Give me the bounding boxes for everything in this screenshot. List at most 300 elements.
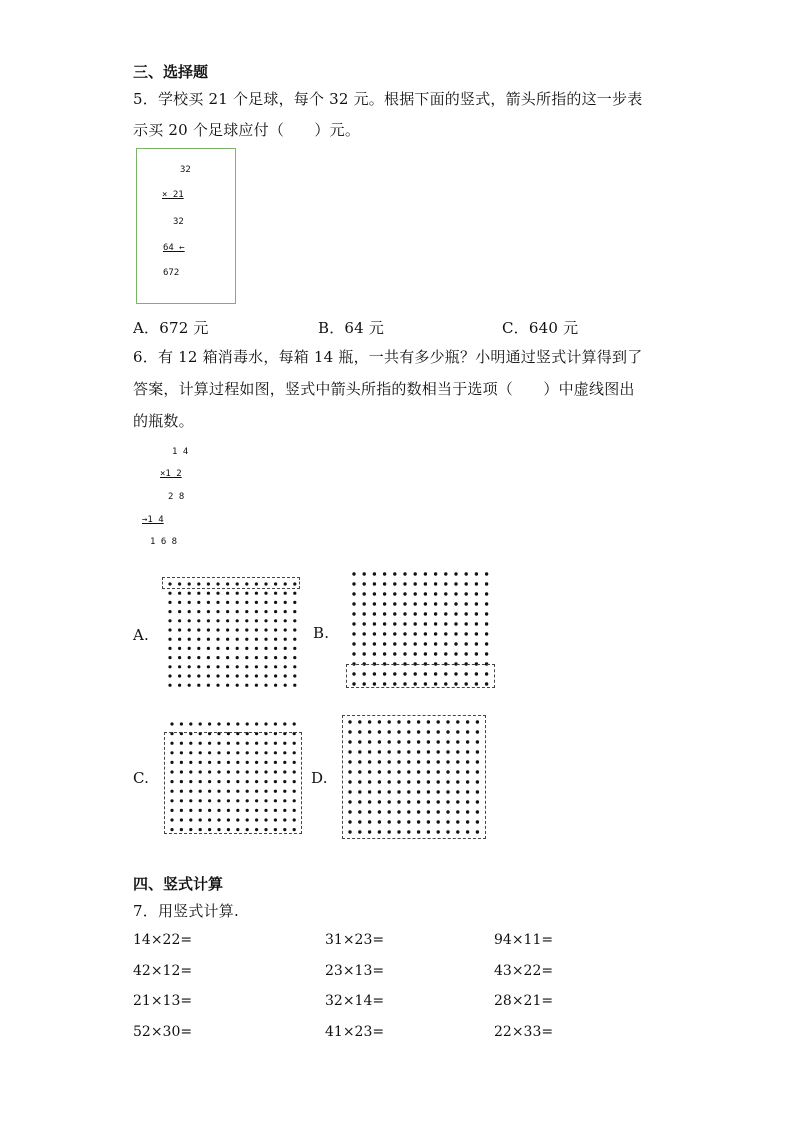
dot: [264, 665, 267, 668]
dot: [217, 722, 220, 725]
dot: [226, 638, 229, 641]
dot: [274, 665, 277, 668]
q6-line3: 的瓶数。: [133, 412, 194, 430]
dot: [236, 722, 239, 725]
option-a-dashed-outline: [162, 577, 300, 589]
option-a-dot-grid: [160, 576, 302, 694]
q6-line1: 6．有 12 箱消毒水，每箱 14 瓶，一共有多少瓶？小明通过竖式计算得到了: [133, 348, 643, 366]
dot: [403, 642, 406, 645]
dot: [216, 592, 219, 595]
dot: [383, 572, 386, 575]
dot: [188, 665, 191, 668]
dot: [284, 656, 287, 659]
dot: [226, 656, 229, 659]
section3-title: 三、选择题: [133, 63, 209, 81]
dot: [245, 638, 248, 641]
dot: [414, 602, 417, 605]
dot: [424, 592, 427, 595]
dot: [255, 647, 258, 650]
dot: [434, 592, 437, 595]
dot: [393, 652, 396, 655]
dot: [485, 602, 488, 605]
dot: [245, 656, 248, 659]
dot: [216, 610, 219, 613]
dot: [403, 612, 406, 615]
dot: [188, 592, 191, 595]
dot: [434, 572, 437, 575]
dot: [352, 652, 355, 655]
dot: [485, 652, 488, 655]
dot: [197, 592, 200, 595]
dot: [226, 610, 229, 613]
q5-option-b: B．64 元: [318, 319, 385, 337]
dot: [264, 610, 267, 613]
dot: [274, 647, 277, 650]
dot: [403, 652, 406, 655]
dot: [434, 642, 437, 645]
q5-line1: 5．学校买 21 个足球，每个 32 元。根据下面的竖式，箭头所指的这一步表: [133, 90, 643, 108]
dot: [178, 610, 181, 613]
dot: [393, 592, 396, 595]
dot: [414, 592, 417, 595]
dot: [444, 622, 447, 625]
dot: [403, 582, 406, 585]
dot: [475, 602, 478, 605]
dot: [393, 632, 396, 635]
dot: [475, 582, 478, 585]
dot: [178, 647, 181, 650]
dot: [475, 632, 478, 635]
calc-r2-c3: 43×22=: [494, 963, 554, 979]
dot: [236, 638, 239, 641]
dot: [245, 665, 248, 668]
dot: [168, 647, 171, 650]
dot: [393, 602, 396, 605]
dot: [363, 602, 366, 605]
dot: [236, 619, 239, 622]
dot: [454, 652, 457, 655]
dot: [255, 665, 258, 668]
dot: [245, 674, 248, 677]
dot: [245, 684, 248, 687]
dot: [226, 601, 229, 604]
dot: [168, 656, 171, 659]
q7-prompt: 7．用竖式计算.: [133, 902, 239, 920]
dot: [403, 592, 406, 595]
dot: [465, 582, 468, 585]
dot: [207, 592, 210, 595]
dot: [475, 592, 478, 595]
q5-line2: 示买 20 个足球应付（ ）元。: [133, 121, 361, 139]
dot: [226, 592, 229, 595]
dot: [363, 612, 366, 615]
dot: [178, 638, 181, 641]
dot: [373, 642, 376, 645]
dot: [178, 665, 181, 668]
q6-option-c-label: C.: [133, 769, 150, 787]
dot: [454, 612, 457, 615]
dot: [424, 652, 427, 655]
dot: [274, 638, 277, 641]
dot: [352, 592, 355, 595]
option-c-dashed-outline: [164, 732, 302, 834]
dot: [454, 622, 457, 625]
dot: [274, 619, 277, 622]
q5-option-a: A．672 元: [133, 319, 209, 337]
dot: [207, 656, 210, 659]
dot: [188, 619, 191, 622]
dot: [216, 684, 219, 687]
dot: [178, 619, 181, 622]
dot: [255, 684, 258, 687]
dot: [245, 619, 248, 622]
dot: [485, 612, 488, 615]
dot: [485, 642, 488, 645]
dot: [168, 628, 171, 631]
dot: [197, 628, 200, 631]
dot: [255, 601, 258, 604]
dot: [226, 628, 229, 631]
dot: [424, 642, 427, 645]
dot: [226, 647, 229, 650]
dot: [264, 601, 267, 604]
dot: [293, 610, 296, 613]
dot: [444, 582, 447, 585]
dot: [393, 612, 396, 615]
dot: [188, 610, 191, 613]
dot: [373, 572, 376, 575]
dot: [403, 622, 406, 625]
dot: [207, 619, 210, 622]
dot: [245, 647, 248, 650]
dot: [226, 665, 229, 668]
dot: [284, 638, 287, 641]
q6-option-d-label: D.: [311, 769, 328, 787]
dot: [383, 642, 386, 645]
dot: [216, 628, 219, 631]
dot: [383, 652, 386, 655]
dot: [383, 612, 386, 615]
dot: [293, 638, 296, 641]
dot: [178, 656, 181, 659]
dot: [168, 638, 171, 641]
dot: [454, 632, 457, 635]
dot: [246, 722, 249, 725]
dot: [227, 722, 230, 725]
dot: [216, 647, 219, 650]
dot: [197, 647, 200, 650]
dot: [424, 582, 427, 585]
dot: [208, 722, 211, 725]
calc-r3-c2: 32×14=: [325, 993, 385, 1009]
dot: [178, 628, 181, 631]
dot: [255, 628, 258, 631]
dot: [465, 612, 468, 615]
dot: [363, 572, 366, 575]
dot: [363, 632, 366, 635]
dot: [352, 572, 355, 575]
dot: [274, 628, 277, 631]
calc-r2-c1: 42×12=: [133, 963, 193, 979]
dot: [197, 601, 200, 604]
dot: [216, 665, 219, 668]
dot: [168, 674, 171, 677]
dot: [264, 674, 267, 677]
dot: [414, 632, 417, 635]
dot: [363, 642, 366, 645]
dot: [188, 684, 191, 687]
dot: [293, 619, 296, 622]
dot: [434, 602, 437, 605]
dot: [284, 610, 287, 613]
dot: [264, 619, 267, 622]
dot: [274, 722, 277, 725]
dot: [197, 684, 200, 687]
section4-title: 四、竖式计算: [133, 875, 224, 893]
dot: [216, 601, 219, 604]
dot: [199, 722, 202, 725]
dot: [363, 622, 366, 625]
dot: [170, 722, 173, 725]
q6-fig-r4: →1 4: [142, 515, 164, 525]
calc-r4-c2: 41×23=: [325, 1024, 385, 1040]
dot: [207, 665, 210, 668]
dot: [475, 652, 478, 655]
dot: [264, 628, 267, 631]
dot: [264, 647, 267, 650]
dot: [236, 601, 239, 604]
calc-r1-c3: 94×11=: [494, 932, 554, 948]
dot: [454, 582, 457, 585]
dot: [255, 674, 258, 677]
dot: [255, 656, 258, 659]
dot: [197, 610, 200, 613]
dot: [264, 656, 267, 659]
dot: [226, 684, 229, 687]
dot: [393, 622, 396, 625]
dot: [216, 638, 219, 641]
dot: [373, 592, 376, 595]
dot: [393, 642, 396, 645]
dot: [444, 592, 447, 595]
dot: [168, 610, 171, 613]
dot: [444, 602, 447, 605]
dot: [393, 582, 396, 585]
dot: [403, 602, 406, 605]
q5-option-c: C．640 元: [502, 319, 579, 337]
dot: [454, 592, 457, 595]
dot: [373, 602, 376, 605]
calc-r1-c2: 31×23=: [325, 932, 385, 948]
dot: [485, 582, 488, 585]
dot: [274, 684, 277, 687]
q5-fig-r4: 64 ←: [163, 243, 185, 253]
q6-fig-r2: ×1 2: [160, 469, 182, 479]
q5-fig-r2: × 21: [162, 190, 184, 200]
dot: [465, 622, 468, 625]
dot: [465, 602, 468, 605]
dot: [197, 619, 200, 622]
dot: [216, 619, 219, 622]
dot: [363, 592, 366, 595]
dot: [363, 652, 366, 655]
dot: [207, 628, 210, 631]
dot: [444, 642, 447, 645]
dot: [293, 665, 296, 668]
dot: [383, 632, 386, 635]
dot: [255, 592, 258, 595]
dot: [207, 674, 210, 677]
dot: [255, 638, 258, 641]
dot: [188, 674, 191, 677]
dot: [475, 642, 478, 645]
dot: [226, 619, 229, 622]
dot: [236, 656, 239, 659]
dot: [373, 622, 376, 625]
dot: [352, 632, 355, 635]
dot: [434, 622, 437, 625]
q6-fig-r3: 2 8: [168, 492, 185, 502]
dot: [352, 602, 355, 605]
dot: [465, 632, 468, 635]
dot: [352, 622, 355, 625]
dot: [424, 632, 427, 635]
dot: [245, 592, 248, 595]
dot: [168, 601, 171, 604]
q6-line2: 答案，计算过程如图，竖式中箭头所指的数相当于选项（ ）中虚线图出: [133, 380, 635, 398]
dot: [264, 592, 267, 595]
dot: [284, 619, 287, 622]
dot: [274, 656, 277, 659]
dot: [189, 722, 192, 725]
dot: [180, 722, 183, 725]
dot: [465, 572, 468, 575]
dot: [373, 632, 376, 635]
dot: [444, 652, 447, 655]
dot: [207, 610, 210, 613]
dot: [485, 572, 488, 575]
dot: [284, 601, 287, 604]
q5-fig-r5: 672: [163, 268, 180, 278]
calc-r3-c1: 21×13=: [133, 993, 193, 1009]
dot: [414, 642, 417, 645]
dot: [188, 638, 191, 641]
dot: [264, 638, 267, 641]
dot: [283, 722, 286, 725]
dot: [403, 632, 406, 635]
dot: [226, 674, 229, 677]
dot: [293, 592, 296, 595]
dot: [352, 642, 355, 645]
dot: [293, 684, 296, 687]
dot: [236, 592, 239, 595]
dot: [255, 722, 258, 725]
dot: [293, 647, 296, 650]
dot: [424, 602, 427, 605]
dot: [255, 610, 258, 613]
dot: [383, 582, 386, 585]
dot: [293, 674, 296, 677]
dot: [245, 610, 248, 613]
dot: [475, 612, 478, 615]
dot: [414, 572, 417, 575]
dot: [245, 628, 248, 631]
dot: [216, 674, 219, 677]
q6-fig-r5: 1 6 8: [150, 537, 178, 547]
dot: [393, 572, 396, 575]
q6-option-a-label: A.: [133, 626, 150, 644]
dot: [373, 652, 376, 655]
dot: [197, 638, 200, 641]
dot: [475, 622, 478, 625]
dot: [352, 612, 355, 615]
dot: [264, 722, 267, 725]
dot: [454, 572, 457, 575]
dot: [274, 610, 277, 613]
dot: [434, 612, 437, 615]
dot: [454, 642, 457, 645]
dot: [168, 592, 171, 595]
dot: [454, 602, 457, 605]
dot: [414, 652, 417, 655]
dot: [197, 656, 200, 659]
dot: [168, 619, 171, 622]
option-b-dashed-outline: [346, 664, 495, 688]
dot: [274, 674, 277, 677]
calc-r1-c1: 14×22=: [133, 932, 193, 948]
q5-fig-r1: 32: [180, 165, 191, 175]
dot: [434, 582, 437, 585]
q6-option-b-label: B.: [313, 624, 330, 642]
dot: [207, 601, 210, 604]
dot: [284, 665, 287, 668]
dot: [178, 592, 181, 595]
dot: [197, 665, 200, 668]
dot: [236, 647, 239, 650]
calc-r4-c1: 52×30=: [133, 1024, 193, 1040]
dot: [188, 647, 191, 650]
dot: [178, 674, 181, 677]
dot: [293, 601, 296, 604]
dot: [245, 601, 248, 604]
dot: [444, 632, 447, 635]
dot: [274, 601, 277, 604]
dot: [424, 622, 427, 625]
dot: [293, 722, 296, 725]
dot: [424, 612, 427, 615]
dot: [485, 622, 488, 625]
dot: [178, 601, 181, 604]
dot: [383, 602, 386, 605]
dot: [403, 572, 406, 575]
dot: [284, 592, 287, 595]
dot: [465, 642, 468, 645]
dot: [352, 582, 355, 585]
dot: [264, 684, 267, 687]
dot: [363, 582, 366, 585]
dot: [207, 684, 210, 687]
dot: [293, 628, 296, 631]
calc-r2-c2: 23×13=: [325, 963, 385, 979]
dot: [236, 610, 239, 613]
dot: [207, 647, 210, 650]
q6-fig-r1: 1 4: [172, 447, 189, 457]
option-d-dashed-outline: [342, 715, 486, 839]
dot: [444, 572, 447, 575]
calc-r3-c3: 28×21=: [494, 993, 554, 1009]
dot: [236, 628, 239, 631]
dot: [207, 638, 210, 641]
